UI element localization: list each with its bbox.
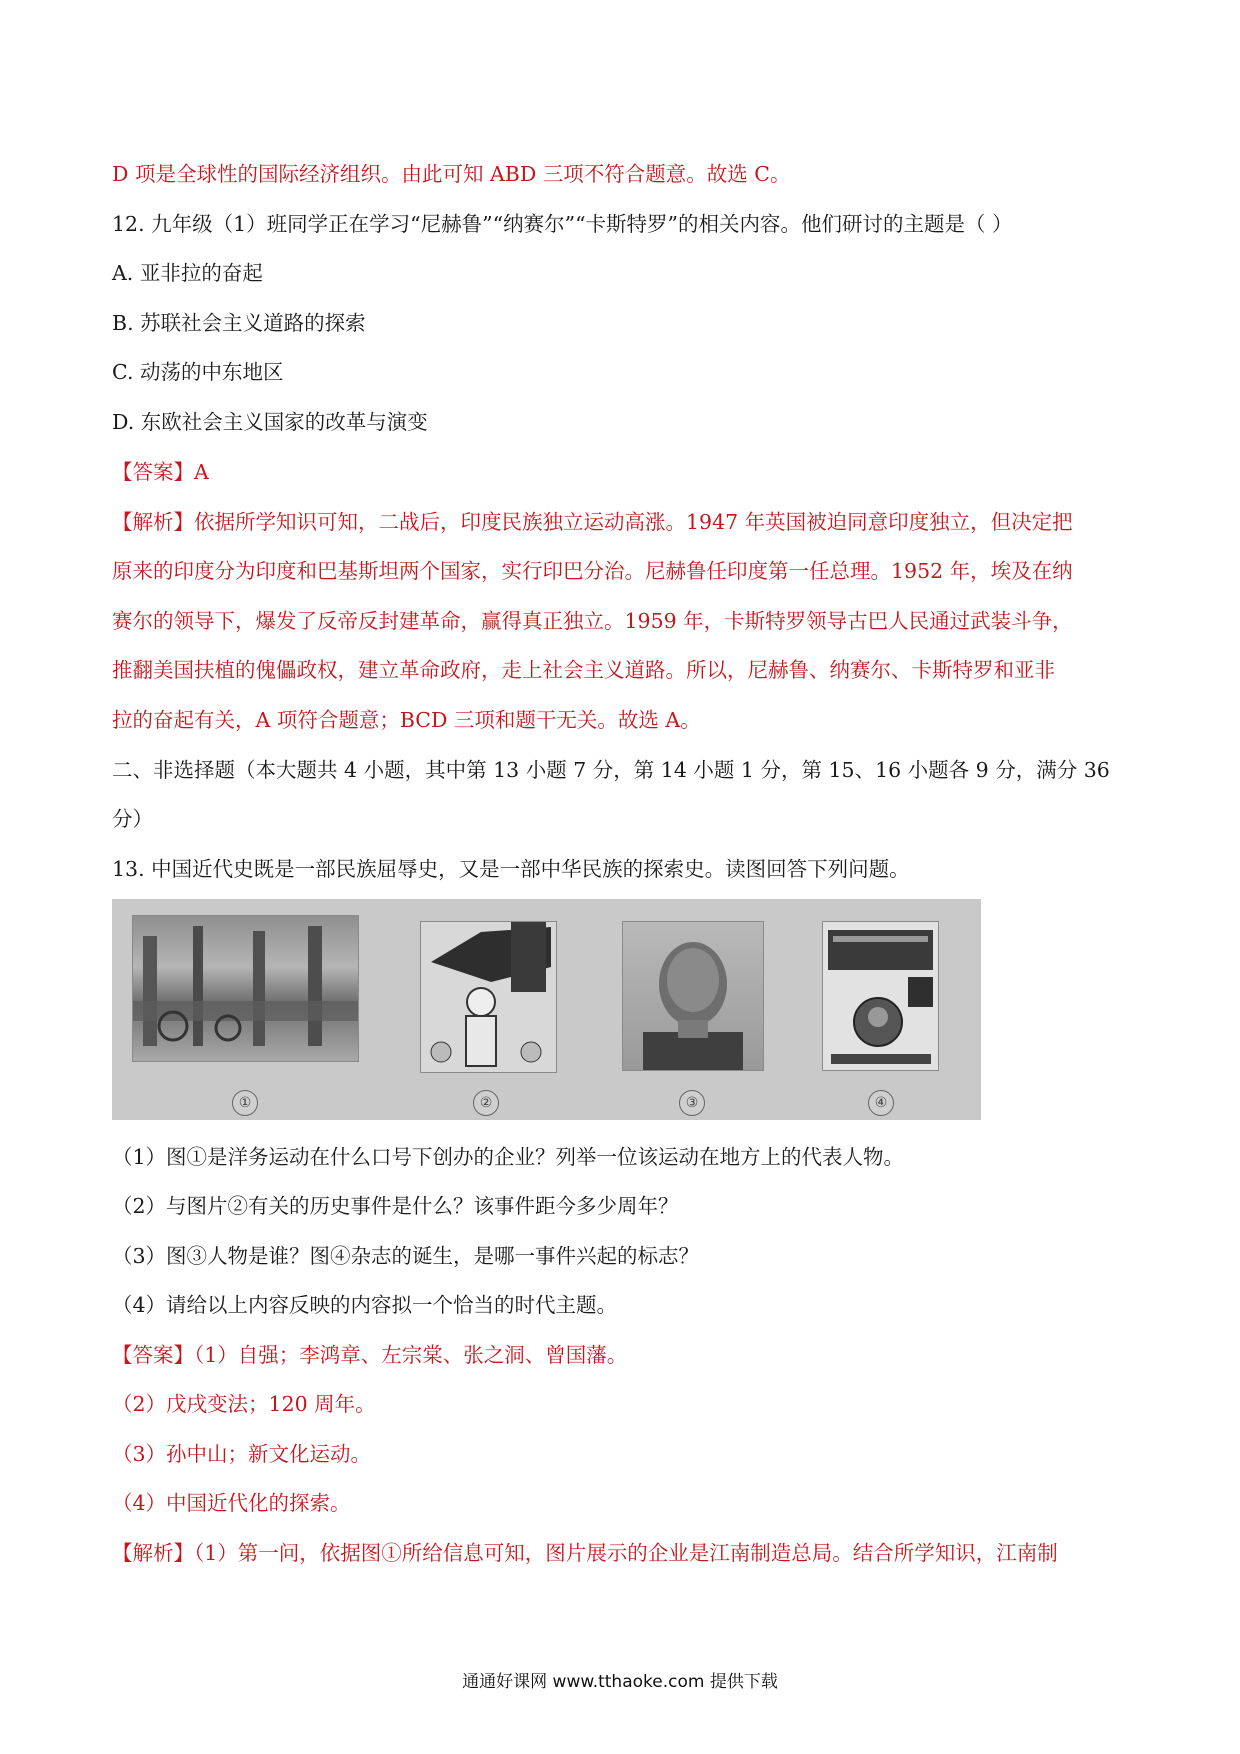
question-13: 13. 中国近代史既是一部民族屈辱史，又是一部中华民族的探索史。读图回答下列问题。 [112, 857, 910, 881]
factory-photo [132, 915, 359, 1062]
explanation-12-line: 推翻美国扶植的傀儡政权，建立革命政府，走上社会主义道路。所以，尼赫鲁、纳赛尔、卡斯特罗和亚非 [112, 658, 1055, 682]
portrait-photo [622, 921, 764, 1071]
answer-13-2: （2）戊戌变法；120 周年。 [112, 1392, 376, 1416]
explanation-12-line: 拉的奋起有关，A 项符合题意；BCD 三项和题干无关。故选 A。 [112, 708, 701, 732]
option-a: A. 亚非拉的奋起 [112, 261, 263, 285]
answer-13-3: （3）孙中山；新文化运动。 [112, 1442, 372, 1466]
explanation-line: D 项是全球性的国际经济组织。由此可知 ABD 三项不符合题意。故选 C。 [112, 162, 791, 186]
reform-illustration [420, 921, 557, 1073]
question-12: 12. 九年级（1）班同学正在学习“尼赫鲁”“纳赛尔”“卡斯特罗”的相关内容。他们研讨的主题是（ ） [112, 212, 1013, 236]
figure-caption-2: ② [473, 1090, 499, 1116]
page-footer: 通通好课网 www.tthaoke.com 提供下载 [462, 1672, 778, 1692]
section-2-heading-cont: 分） [112, 807, 153, 831]
explanation-12-line: 赛尔的领导下，爆发了反帝反封建革命，赢得真正独立。1959 年，卡斯特罗领导古巴人民通过武装斗争， [112, 609, 1073, 633]
explanation-13-line: 【解析】（1）第一问，依据图①所给信息可知，图片展示的企业是江南制造总局。结合所学知识，江南制 [112, 1541, 1058, 1565]
option-b: B. 苏联社会主义道路的探索 [112, 311, 366, 335]
answer-12: 【答案】A [112, 460, 209, 484]
answer-13-1: 【答案】（1）自强；李鸿章、左宗棠、张之洞、曾国藩。 [112, 1343, 628, 1367]
sub-question-3: （3）图③人物是谁？图④杂志的诞生，是哪一事件兴起的标志？ [112, 1244, 700, 1268]
historical-photos-figure [112, 899, 981, 1120]
option-c: C. 动荡的中东地区 [112, 360, 284, 384]
figure-caption-3: ③ [679, 1090, 705, 1116]
option-d: D. 东欧社会主义国家的改革与演变 [112, 410, 428, 434]
figure-caption-4: ④ [868, 1090, 894, 1116]
sub-question-1: （1）图①是洋务运动在什么口号下创办的企业？列举一位该运动在地方上的代表人物。 [112, 1145, 905, 1169]
sub-question-2: （2）与图片②有关的历史事件是什么？该事件距今多少周年？ [112, 1194, 679, 1218]
explanation-12-line: 【解析】依据所学知识可知，二战后，印度民族独立运动高涨。1947 年英国被迫同意印度独立，但决定把 [112, 510, 1073, 534]
magazine-cover [822, 921, 939, 1071]
explanation-12-line: 原来的印度分为印度和巴基斯坦两个国家，实行印巴分治。尼赫鲁任印度第一任总理。1952 年，埃及在纳 [112, 559, 1073, 583]
section-2-heading: 二、非选择题（本大题共 4 小题，其中第 13 小题 7 分，第 14 小题 1 分，第 15、16 小题各 9 分，满分 36 [112, 758, 1110, 782]
figure-caption-1: ① [232, 1090, 258, 1116]
sub-question-4: （4）请给以上内容反映的内容拟一个恰当的时代主题。 [112, 1293, 618, 1317]
answer-13-4: （4）中国近代化的探索。 [112, 1491, 351, 1515]
